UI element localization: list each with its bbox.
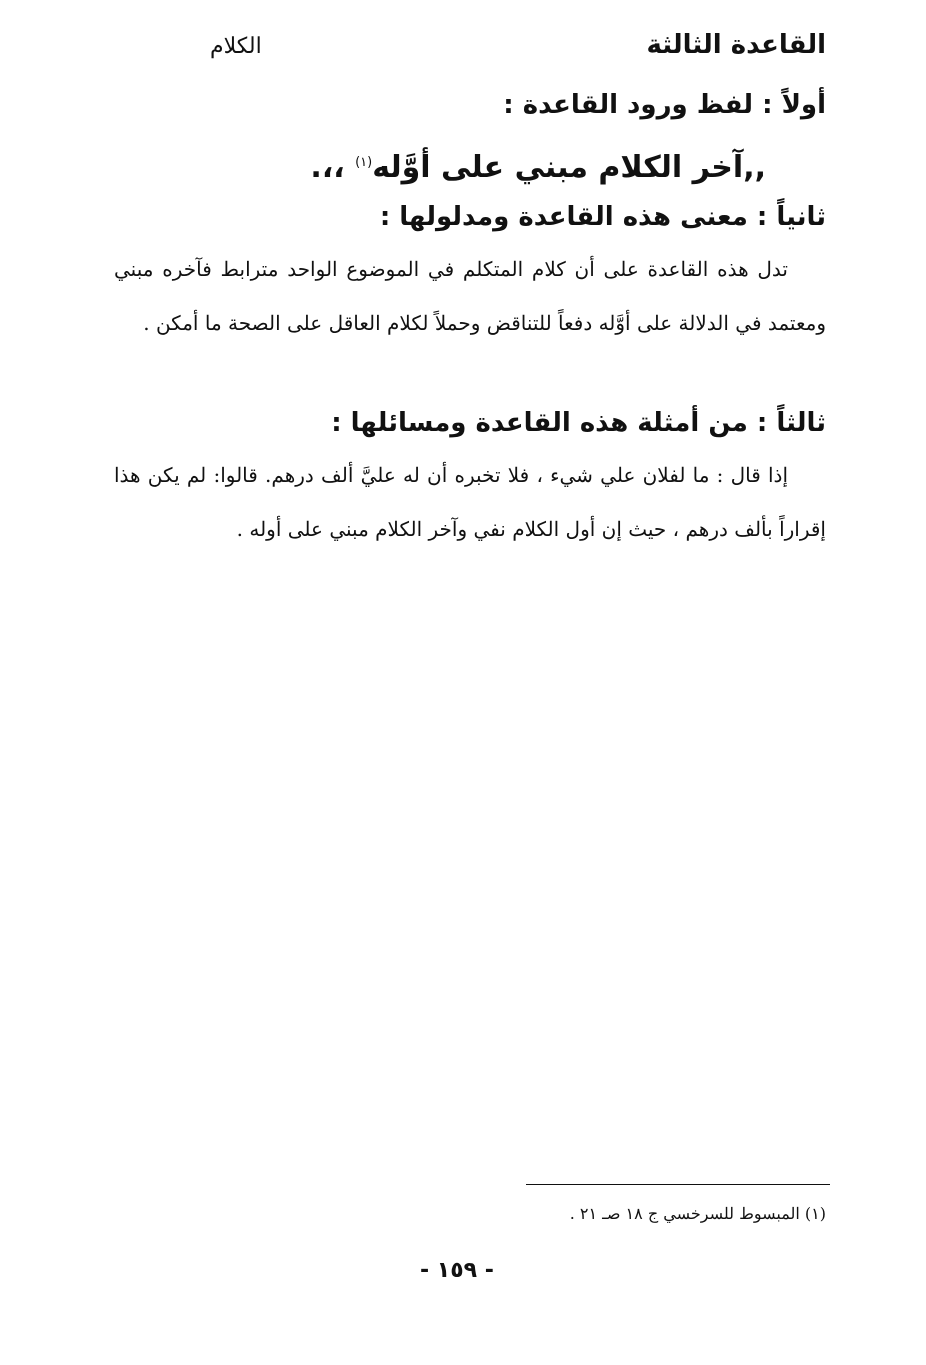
rule-quote	[310, 150, 766, 185]
section2-heading: ثانياً : معنى هذه القاعدة ومدلولها :	[379, 202, 826, 232]
examples-paragraph	[114, 448, 826, 556]
meaning-paragraph	[114, 242, 826, 350]
topic-label: الكلام	[210, 34, 262, 59]
footnote: (١) المبسوط للسرخسي ج ١٨ صـ ٢١ .	[569, 1204, 826, 1223]
section1-heading: أولاً : لفظ ورود القاعدة :	[503, 90, 826, 120]
rule-quote-text: ,,آخر الكلام مبني على أوَّله	[372, 150, 766, 185]
footnote-divider	[526, 1184, 830, 1185]
section3-heading: ثالثاً : من أمثلة هذه القاعدة ومسائلها :	[331, 408, 826, 438]
rule-title: القاعدة الثالثة	[646, 30, 826, 60]
meaning-paragraph-text: تدل هذه القاعدة على أن كلام المتكلم في الموضوع الواحد مترابط فآخره مبني ومعتمد في الدلالة على أوَّله دفعاً للتناقض وحملاً لكلام العاقل على الصحة ما أمكن .	[114, 257, 826, 335]
examples-paragraph-text: إذا قال : ما لفلان علي شيء ، فلا تخبره أن له عليَّ ألف درهم. قالوا: لم يكن هذا إقراراً بألف درهم ، حيث إن أول الكلام نفي وآخر الكلام مبني على أوله .	[114, 463, 826, 541]
page-number: - ١٥٩ -	[420, 1258, 494, 1283]
rule-quote-end: ،،.	[310, 150, 356, 185]
footnote-marker: (١)	[355, 155, 373, 170]
